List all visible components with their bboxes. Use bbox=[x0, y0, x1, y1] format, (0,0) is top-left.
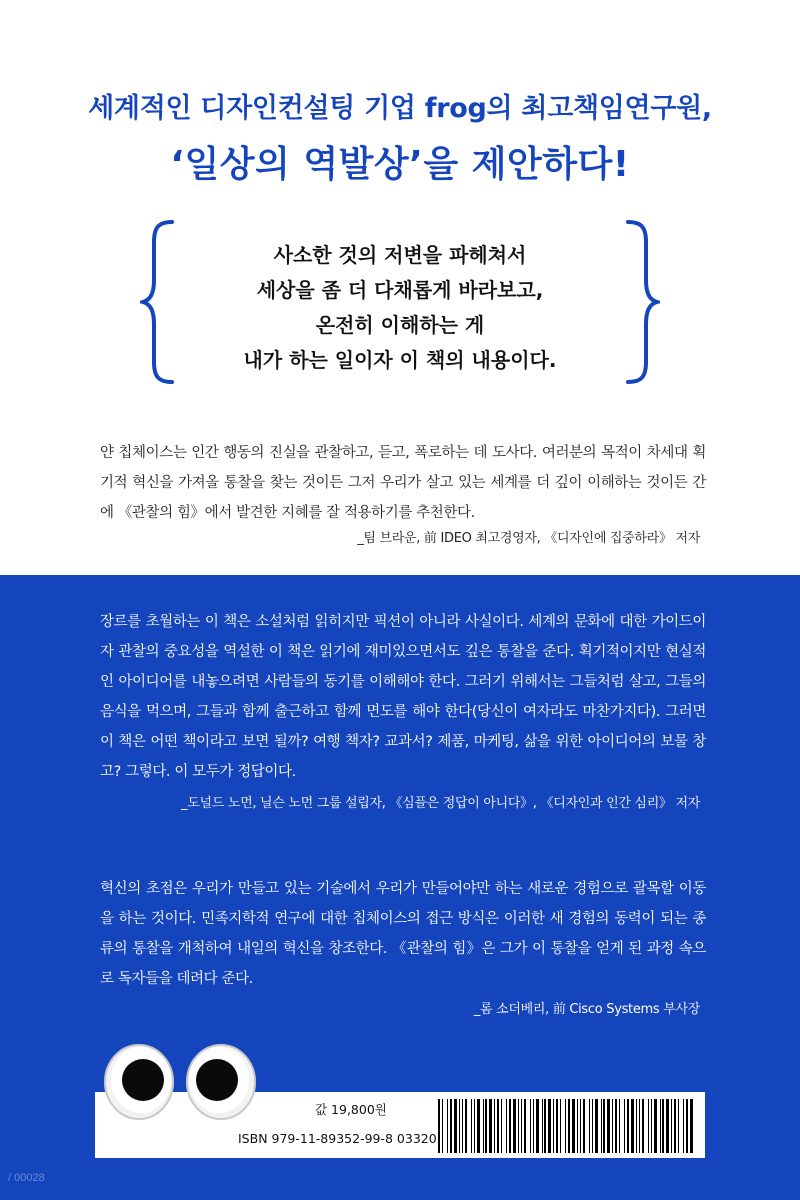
headline-line-2: ‘일상의 역발상’을 제안하다! bbox=[170, 144, 630, 185]
googly-eye-icon bbox=[184, 1042, 258, 1122]
endorsement-attribution-1: _팀 브라운, 前 IDEO 최고경영자, 《디자인에 집중하라》 저자 bbox=[357, 531, 700, 546]
right-curly-brace-icon bbox=[620, 218, 660, 386]
quote-line: 온전히 이해하는 게 bbox=[315, 313, 485, 337]
price-label: 값 19,800원 bbox=[315, 1102, 387, 1117]
endorsement-attribution-3: _롬 소더베리, 前 Cisco Systems 부사장 bbox=[473, 1002, 700, 1017]
quote-line: 세상을 좀 더 다채롭게 바라보고, bbox=[256, 278, 544, 302]
quote-line: 사소한 것의 저변을 파헤쳐서 bbox=[273, 243, 527, 267]
endorsement-text-2: 장르를 초월하는 이 책은 소설처럼 읽히지만 픽션이 아니라 사실이다. 세계의 문화에 대한 가이드이자 관찰의 중요성을 역설한 이 책은 읽기에 재미있으면서도 깊은 통찰을 준다. 획기적이지만 현실적인 아이디어를 내놓으려면 사람들의 동기를 이해해야 한다. 그러기 위해서는 그들처럼 살고, 그들의 음식을 먹으며, 그들과 함께 출근하고 함께 면도를 해야 한다(당신이 여자라도 마찬가지다). 그러면 이 책은 어떤 책이라고 보면 될까? 여행 책자? 교과서? 제품, 마케팅, 삶을 위한 아이디어의 보물 창고? 그렇다. 이 모두가 정답이다. bbox=[100, 614, 706, 780]
endorsement-text-1: 얀 칩체이스는 인간 행동의 진실을 관찰하고, 듣고, 폭로하는 데 도사다. 여러분의 목적이 차세대 획기적 혁신을 가져올 통찰을 찾는 것이든 그저 우리가 살고 있는 세계를 더 깊이 이해하는 것이든 간에 《관찰의 힘》에서 발견한 지혜를 잘 적용하기를 추천한다. bbox=[100, 445, 706, 521]
barcode-icon bbox=[438, 1099, 693, 1153]
headline-line-1: 세계적인 디자인컨설팅 기업 frog의 최고책임연구원, bbox=[88, 93, 712, 124]
isbn-number: ISBN 979-11-89352-99-8 03320 bbox=[238, 1131, 437, 1146]
endorsement-text-3: 혁신의 초점은 우리가 만들고 있는 기술에서 우리가 만들어야만 하는 새로운 경험으로 괄목할 이동을 하는 것이다. 민족지학적 연구에 대한 칩체이스의 접근 방식은 이러한 새 경험의 동력이 되는 종류의 통찰을 개척하여 내일의 혁신을 창조한다. 《관찰의 힘》은 그가 이 통찰을 얻게 된 과정 속으로 독자들을 데려다 준다. bbox=[100, 881, 706, 987]
watermark: / 00028 bbox=[8, 1172, 45, 1184]
pull-quote bbox=[180, 238, 620, 378]
left-curly-brace-icon bbox=[140, 218, 180, 386]
quote-line: 내가 하는 일이자 이 책의 내용이다. bbox=[243, 348, 557, 372]
endorsement-attribution-2: _도널드 노먼, 닐슨 노먼 그룹 설립자, 《심플은 정답이 아니다》, 《디자인과 인간 심리》 저자 bbox=[181, 796, 700, 811]
googly-eye-icon bbox=[102, 1042, 176, 1122]
